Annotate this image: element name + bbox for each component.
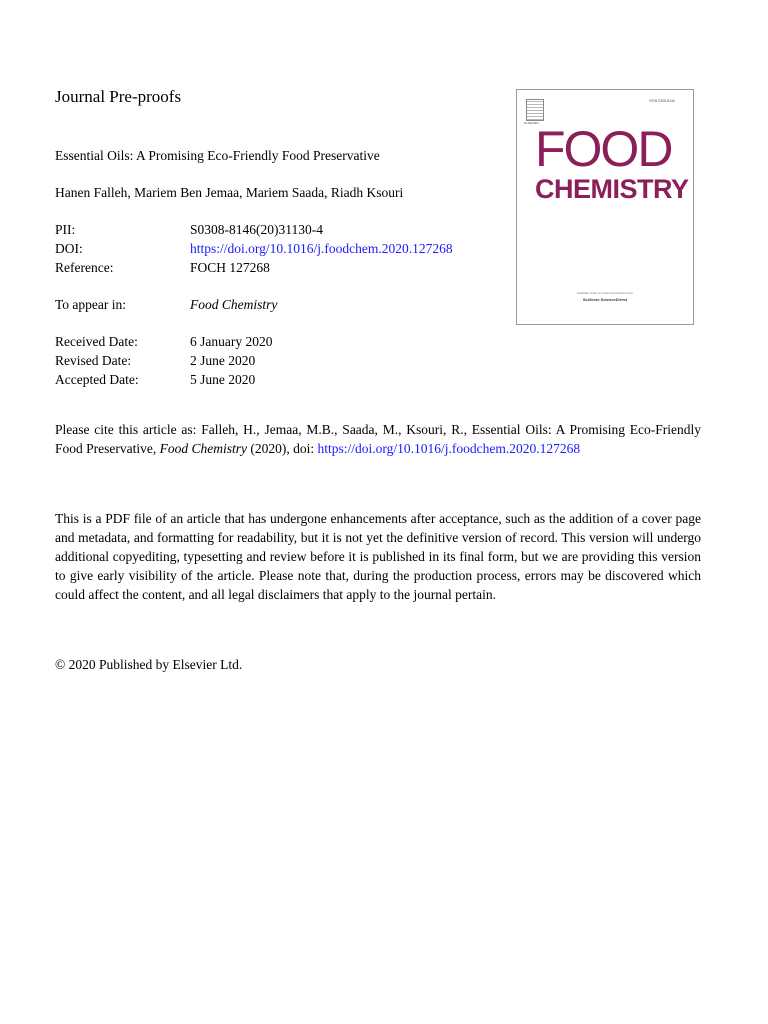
pii-value: S0308-8146(20)31130-4 [190,222,323,237]
elsevier-tree-logo-icon [526,99,544,121]
article-authors: Hanen Falleh, Mariem Ben Jemaa, Mariem Saada, Riadh Ksouri [55,185,404,200]
cover-issn: ISSN 0308-8146 [649,99,675,103]
citation-paragraph [55,420,701,458]
notice-paragraph: This is a PDF file of an article that has undergone enhancements after acceptance, such as the addition of a cover page and metadata, and formatting for readability, but it is not yet the definitive version of record. This version will undergo additional copyediting, typesetting and review before it is published in its final form, but we are providing this version to give early visibility of the article. Please note that, during the production process, errors may be discovered which could affect the content, and all legal disclaimers that apply to the journal pertain. [55,511,701,602]
journal-pre-proofs-heading: Journal Pre-proofs [55,87,182,106]
doi-link[interactable]: https://doi.org/10.1016/j.foodchem.2020.127268 [190,241,453,256]
accepted-value: 5 June 2020 [190,372,256,387]
cover-food-title: FOOD [535,121,672,177]
revised-label: Revised Date: [55,353,132,368]
cover-chemistry-title: CHEMISTRY [535,174,689,204]
revised-row [55,353,255,369]
pii-label: PII: [55,222,76,237]
appear-row [55,297,277,313]
citation-journal: Food Chemistry [159,441,247,456]
accepted-label: Accepted Date: [55,372,139,387]
article-title: Essential Oils: A Promising Eco-Friendly Food Preservative [55,148,380,163]
received-label: Received Date: [55,334,138,349]
revised-value: 2 June 2020 [190,353,256,368]
copyright-line: © 2020 Published by Elsevier Ltd. [55,657,243,672]
received-row [55,334,272,350]
received-value: 6 January 2020 [190,334,273,349]
appear-label: To appear in: [55,297,127,312]
pii-row [55,222,323,238]
citation-doi-link[interactable]: https://doi.org/10.1016/j.foodchem.2020.127268 [317,441,581,456]
reference-label: Reference: [55,260,114,275]
citation-prefix: Please cite this article as: Falleh, H., Jemaa, M.B., Saada, M., Ksouri, R., Essential Oils: A Promising Eco-Friendly Food Preservative, [55,422,701,456]
journal-cover-image [516,89,694,325]
cover-available-online: Available online at www.sciencedirect.com [576,291,634,295]
cover-logo-text: ELSEVIER [524,121,539,125]
appear-value: Food Chemistry [190,297,278,312]
cover-sciverse: SciVerse ScienceDirect [582,297,628,302]
reference-value: FOCH 127268 [190,260,270,275]
citation-year-doi: (2020), doi: [246,441,318,456]
accepted-row [55,372,255,388]
doi-label: DOI: [55,241,83,256]
reference-row [55,260,270,276]
doi-row [55,241,453,257]
